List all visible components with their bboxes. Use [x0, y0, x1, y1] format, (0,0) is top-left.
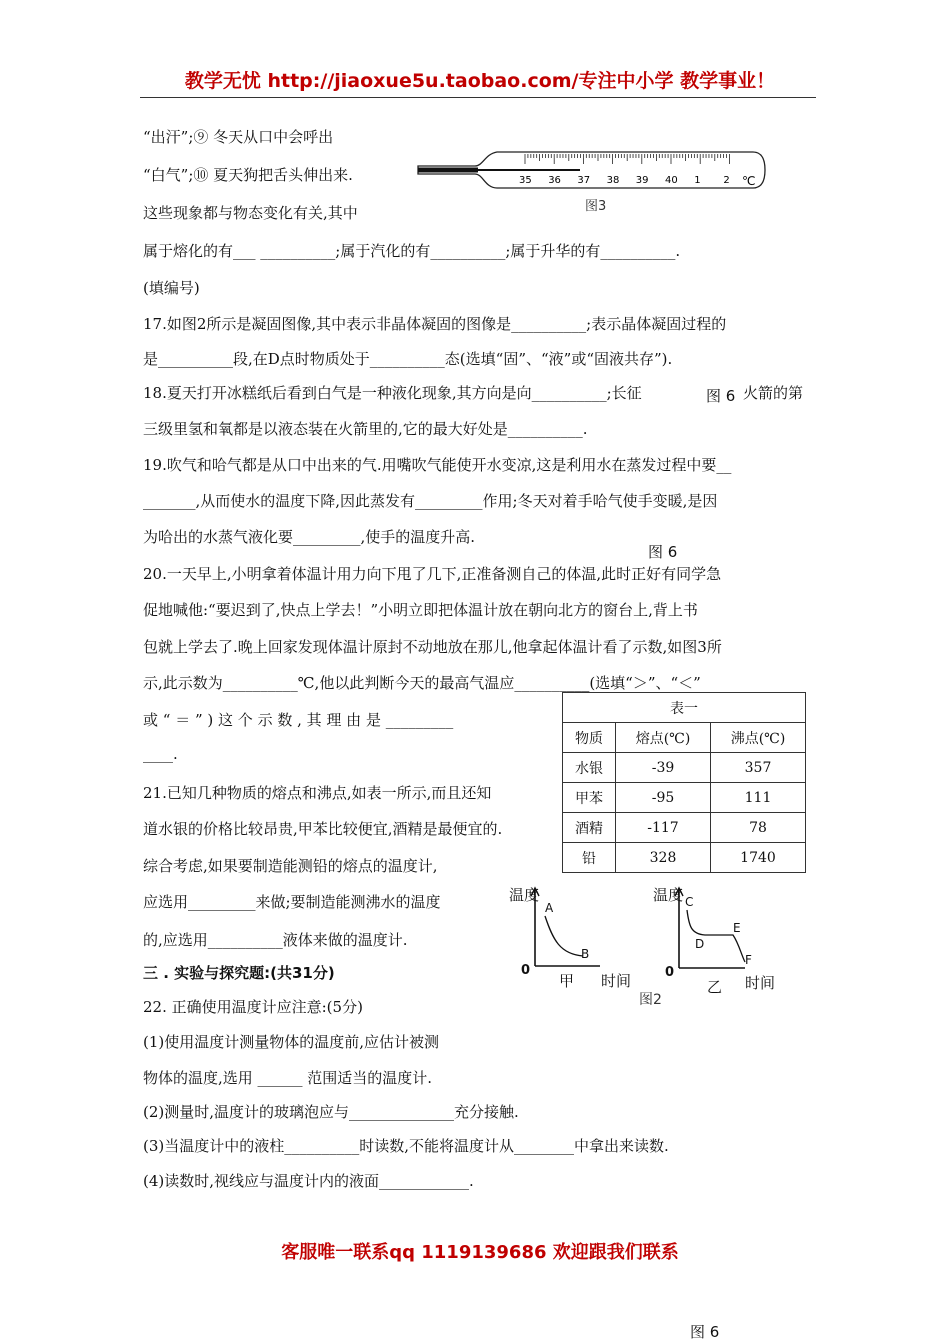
text-line: 示,此示数为__________℃,他以此判断今天的最高气温应__________(选填“＞”、“＜” — [143, 674, 701, 692]
scale-label: 38 — [606, 175, 620, 186]
table-cell: 甲苯 — [563, 783, 616, 813]
point-label: B — [581, 947, 590, 961]
text-line: _______,从而使水的温度下降,因此蒸发有_________作用;冬天对着手哈气使手变暖,是因 — [143, 492, 718, 510]
melting-boiling-table — [562, 692, 806, 873]
text-line: (1)使用温度计测量物体的温度前,应估计被测 — [143, 1033, 440, 1051]
table-cell: 铅 — [563, 843, 616, 873]
table-row — [563, 783, 806, 813]
scale-label: 1 — [694, 175, 701, 186]
table-header: 沸点(℃) — [711, 723, 806, 753]
text-line: (3)当温度计中的液柱__________时读数,不能将温度计从________中拿出来读数. — [143, 1137, 669, 1155]
table-cell: -95 — [616, 783, 711, 813]
table-title: 表一 — [563, 693, 806, 723]
mercury-column — [418, 168, 478, 173]
origin-label: 0 — [665, 965, 675, 980]
text-line: 的,应选用__________液体来做的温度计. — [143, 931, 408, 949]
text-line: (4)读数时,视线应与温度计内的液面____________. — [143, 1172, 474, 1190]
table-header: 物质 — [563, 723, 616, 753]
origin-label: 0 — [521, 963, 531, 978]
table-cell: 357 — [711, 753, 806, 783]
table-header: 熔点(℃) — [616, 723, 711, 753]
text-line: 或 “ ＝ ” ) 这 个 示 数 , 其 理 由 是 _________ — [143, 711, 454, 729]
point-label: D — [695, 937, 705, 951]
text-line: (填编号) — [143, 279, 200, 297]
scale-label: 36 — [548, 175, 561, 186]
text-line: 应选用_________来做;要制造能测沸水的温度 — [143, 893, 441, 911]
page-footer: 客服唯一联系qq 1119139686 欢迎跟我们联系 — [281, 1242, 679, 1263]
thermometer-caption: 图3 — [585, 199, 607, 214]
solidification-graphs — [505, 882, 795, 1010]
text-line: 道水银的价格比较昂贵,甲苯比较便宜,酒精是最便宜的. — [143, 820, 503, 838]
text-line: 物体的温度,选用 ______ 范围适当的温度计. — [143, 1069, 433, 1087]
table-cell: 328 — [616, 843, 711, 873]
table-row — [563, 843, 806, 873]
section-heading: 三 . 实验与探究题:(共31分) — [143, 964, 335, 982]
table-cell: 78 — [711, 813, 806, 843]
crystal-curve — [687, 910, 745, 962]
amorphous-curve — [545, 916, 583, 956]
text-line: “出汗”;⑨ 冬天从口中会呼出 — [143, 128, 334, 146]
graph-name: 乙 — [707, 978, 723, 996]
text-line: 属于熔化的有___ __________;属于汽化的有__________;属于升华的有__________. — [143, 242, 681, 260]
thermometer-figure — [415, 140, 770, 218]
figure-label: 图 6 — [648, 543, 678, 561]
thermometer-unit: ℃ — [742, 174, 756, 188]
text-line: 17.如图2所示是凝固图像,其中表示非晶体凝固的图像是__________;表示晶体凝固过程的 — [143, 315, 727, 333]
table-cell: -39 — [616, 753, 711, 783]
text-fragment: 火箭的第 — [743, 384, 804, 402]
table-cell: 酒精 — [563, 813, 616, 843]
text-line: “白气”;⑩ 夏天狗把舌头伸出来. — [143, 166, 353, 184]
y-axis-label: 温度 — [653, 886, 684, 904]
table-cell: 水银 — [563, 753, 616, 783]
text-line: 18.夏天打开冰糕纸后看到白气是一种液化现象,其方向是向__________;长征 — [143, 384, 642, 402]
figure-label: 图 6 — [690, 1323, 720, 1341]
text-line: 包就上学去了.晚上回家发现体温计原封不动地放在那儿,他拿起体温计看了示数,如图3所 — [143, 638, 722, 656]
scale-label: 2 — [723, 175, 730, 186]
figure-label: 图 6 — [706, 387, 736, 405]
text-line: 促地喊他:“要迟到了,快点上学去！”小明立即把体温计放在朝向北方的窗台上,背上书 — [143, 601, 698, 619]
page-header: 教学无忧 http://jiaoxue5u.taobao.com/专注中小学 教学事业！ — [184, 70, 776, 92]
table-cell: -117 — [616, 813, 711, 843]
table-cell: 111 — [711, 783, 806, 813]
text-line: 是__________段,在D点时物质处于__________态(选填“固”、“液”或“固液共存”). — [143, 350, 673, 368]
scale-label: 35 — [519, 175, 532, 186]
table-row — [563, 753, 806, 783]
y-axis-label: 温度 — [509, 886, 540, 904]
graph-name: 甲 — [559, 972, 575, 990]
text-line: ____. — [143, 745, 178, 763]
text-line: 22. 正确使用温度计应注意:(5分) — [143, 998, 363, 1016]
x-axis-label: 时间 — [601, 972, 632, 990]
point-label: A — [545, 901, 554, 915]
scale-label: 37 — [577, 175, 591, 186]
scale-label: 40 — [665, 175, 678, 186]
text-line: (2)测量时,温度计的玻璃泡应与______________充分接触. — [143, 1103, 519, 1121]
point-label: E — [733, 921, 741, 935]
text-line: 综合考虑,如果要制造能测铅的熔点的温度计, — [143, 857, 438, 875]
point-label: F — [745, 953, 752, 967]
header-divider — [140, 97, 816, 98]
table-cell: 1740 — [711, 843, 806, 873]
text-line: 为哈出的水蒸气液化要_________,使手的温度升高. — [143, 528, 476, 546]
text-line: 这些现象都与物态变化有关,其中 — [143, 204, 358, 222]
text-line: 21.已知几种物质的熔点和沸点,如表一所示,而且还知 — [143, 784, 492, 802]
point-label: C — [685, 895, 694, 909]
x-axis-label: 时间 — [745, 974, 776, 992]
text-line: 三级里氢和氧都是以液态装在火箭里的,它的最大好处是__________. — [143, 420, 588, 438]
figure-caption: 图2 — [639, 992, 662, 1008]
text-line: 20.一天早上,小明拿着体温计用力向下甩了几下,正准备测自己的体温,此时正好有同学急 — [143, 565, 722, 583]
table-row — [563, 813, 806, 843]
text-line: 19.吹气和哈气都是从口中出来的气.用嘴吹气能使开水变凉,这是利用水在蒸发过程中要__ — [143, 456, 732, 474]
scale-label: 39 — [635, 175, 649, 186]
